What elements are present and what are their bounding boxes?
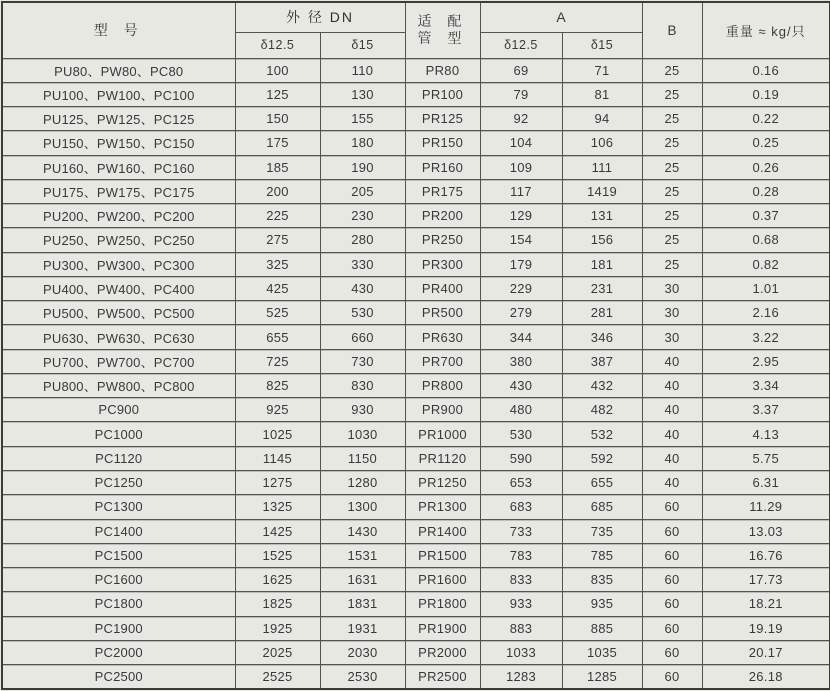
cell-model: PU700、PW700、PC700 bbox=[2, 349, 235, 373]
cell-b: 60 bbox=[642, 568, 702, 592]
cell-a-d125: 430 bbox=[480, 373, 562, 397]
cell-a-d15: 785 bbox=[562, 543, 642, 567]
header-a: A bbox=[480, 2, 642, 32]
cell-dn-d125: 1325 bbox=[235, 495, 320, 519]
cell-a-d125: 79 bbox=[480, 82, 562, 106]
cell-weight: 4.13 bbox=[702, 422, 830, 446]
cell-dn-d125: 825 bbox=[235, 373, 320, 397]
cell-b: 30 bbox=[642, 301, 702, 325]
cell-b: 60 bbox=[642, 640, 702, 664]
cell-a-d15: 387 bbox=[562, 349, 642, 373]
cell-weight: 26.18 bbox=[702, 665, 830, 689]
cell-pipe-type: PR900 bbox=[405, 398, 480, 422]
header-dn-delta-15: δ15 bbox=[320, 32, 405, 58]
cell-b: 40 bbox=[642, 422, 702, 446]
cell-a-d15: 432 bbox=[562, 373, 642, 397]
cell-model: PU175、PW175、PC175 bbox=[2, 179, 235, 203]
cell-dn-d15: 660 bbox=[320, 325, 405, 349]
cell-model: PU250、PW250、PC250 bbox=[2, 228, 235, 252]
cell-a-d15: 835 bbox=[562, 568, 642, 592]
cell-a-d15: 81 bbox=[562, 82, 642, 106]
header-pipe-type-line1: 适 配 bbox=[417, 13, 468, 30]
cell-dn-d15: 110 bbox=[320, 58, 405, 82]
table-row bbox=[2, 422, 830, 446]
table-row bbox=[2, 446, 830, 470]
cell-dn-d125: 185 bbox=[235, 155, 320, 179]
cell-weight: 20.17 bbox=[702, 640, 830, 664]
cell-a-d125: 683 bbox=[480, 495, 562, 519]
cell-a-d125: 653 bbox=[480, 471, 562, 495]
cell-a-d15: 71 bbox=[562, 58, 642, 82]
cell-dn-d125: 2025 bbox=[235, 640, 320, 664]
table-row bbox=[2, 58, 830, 82]
table-row bbox=[2, 665, 830, 689]
cell-dn-d15: 1280 bbox=[320, 471, 405, 495]
cell-model: PC1000 bbox=[2, 422, 235, 446]
cell-dn-d15: 2030 bbox=[320, 640, 405, 664]
cell-a-d15: 482 bbox=[562, 398, 642, 422]
cell-dn-d15: 1300 bbox=[320, 495, 405, 519]
cell-b: 60 bbox=[642, 616, 702, 640]
cell-b: 40 bbox=[642, 446, 702, 470]
cell-dn-d15: 1531 bbox=[320, 543, 405, 567]
cell-dn-d125: 125 bbox=[235, 82, 320, 106]
cell-a-d15: 94 bbox=[562, 107, 642, 131]
cell-weight: 0.68 bbox=[702, 228, 830, 252]
cell-model: PC1900 bbox=[2, 616, 235, 640]
cell-dn-d125: 325 bbox=[235, 252, 320, 276]
cell-model: PC1800 bbox=[2, 592, 235, 616]
cell-dn-d125: 1025 bbox=[235, 422, 320, 446]
cell-weight: 0.19 bbox=[702, 82, 830, 106]
cell-a-d125: 1033 bbox=[480, 640, 562, 664]
cell-dn-d15: 2530 bbox=[320, 665, 405, 689]
cell-a-d15: 281 bbox=[562, 301, 642, 325]
cell-a-d15: 1419 bbox=[562, 179, 642, 203]
cell-weight: 0.26 bbox=[702, 155, 830, 179]
cell-weight: 19.19 bbox=[702, 616, 830, 640]
cell-dn-d15: 1831 bbox=[320, 592, 405, 616]
cell-weight: 0.25 bbox=[702, 131, 830, 155]
cell-model: PU80、PW80、PC80 bbox=[2, 58, 235, 82]
table-row bbox=[2, 349, 830, 373]
header-b: B bbox=[642, 2, 702, 58]
cell-weight: 1.01 bbox=[702, 276, 830, 300]
cell-pipe-type: PR100 bbox=[405, 82, 480, 106]
cell-dn-d125: 150 bbox=[235, 107, 320, 131]
cell-a-d125: 783 bbox=[480, 543, 562, 567]
cell-weight: 0.16 bbox=[702, 58, 830, 82]
cell-model: PC2000 bbox=[2, 640, 235, 664]
cell-dn-d125: 525 bbox=[235, 301, 320, 325]
cell-dn-d125: 1145 bbox=[235, 446, 320, 470]
cell-a-d125: 933 bbox=[480, 592, 562, 616]
cell-pipe-type: PR175 bbox=[405, 179, 480, 203]
cell-pipe-type: PR150 bbox=[405, 131, 480, 155]
cell-weight: 5.75 bbox=[702, 446, 830, 470]
cell-pipe-type: PR400 bbox=[405, 276, 480, 300]
cell-weight: 18.21 bbox=[702, 592, 830, 616]
cell-b: 25 bbox=[642, 204, 702, 228]
cell-a-d15: 532 bbox=[562, 422, 642, 446]
cell-weight: 0.82 bbox=[702, 252, 830, 276]
cell-a-d125: 69 bbox=[480, 58, 562, 82]
cell-dn-d15: 830 bbox=[320, 373, 405, 397]
cell-pipe-type: PR1900 bbox=[405, 616, 480, 640]
cell-a-d125: 1283 bbox=[480, 665, 562, 689]
cell-dn-d15: 1030 bbox=[320, 422, 405, 446]
cell-a-d15: 131 bbox=[562, 204, 642, 228]
cell-model: PC1400 bbox=[2, 519, 235, 543]
cell-a-d125: 480 bbox=[480, 398, 562, 422]
cell-b: 25 bbox=[642, 107, 702, 131]
table-row bbox=[2, 276, 830, 300]
cell-dn-d125: 925 bbox=[235, 398, 320, 422]
cell-weight: 3.22 bbox=[702, 325, 830, 349]
cell-model: PU400、PW400、PC400 bbox=[2, 276, 235, 300]
header-dn-delta-12-5: δ12.5 bbox=[235, 32, 320, 58]
cell-a-d125: 129 bbox=[480, 204, 562, 228]
cell-model: PC1120 bbox=[2, 446, 235, 470]
cell-b: 60 bbox=[642, 665, 702, 689]
cell-a-d15: 1285 bbox=[562, 665, 642, 689]
cell-a-d125: 380 bbox=[480, 349, 562, 373]
cell-model: PC1600 bbox=[2, 568, 235, 592]
cell-a-d125: 279 bbox=[480, 301, 562, 325]
cell-dn-d15: 205 bbox=[320, 179, 405, 203]
table-row bbox=[2, 373, 830, 397]
cell-b: 25 bbox=[642, 82, 702, 106]
cell-b: 60 bbox=[642, 592, 702, 616]
header-outer-diameter-dn: 外 径 DN bbox=[235, 2, 405, 32]
table-row bbox=[2, 616, 830, 640]
cell-b: 40 bbox=[642, 349, 702, 373]
cell-weight: 2.16 bbox=[702, 301, 830, 325]
table-row bbox=[2, 398, 830, 422]
cell-model: PC1300 bbox=[2, 495, 235, 519]
cell-pipe-type: PR630 bbox=[405, 325, 480, 349]
cell-model: PU500、PW500、PC500 bbox=[2, 301, 235, 325]
table-row bbox=[2, 640, 830, 664]
table-row bbox=[2, 495, 830, 519]
cell-weight: 0.28 bbox=[702, 179, 830, 203]
cell-b: 60 bbox=[642, 543, 702, 567]
table-row bbox=[2, 471, 830, 495]
cell-b: 30 bbox=[642, 325, 702, 349]
cell-a-d15: 181 bbox=[562, 252, 642, 276]
cell-pipe-type: PR1250 bbox=[405, 471, 480, 495]
cell-weight: 3.37 bbox=[702, 398, 830, 422]
cell-a-d125: 104 bbox=[480, 131, 562, 155]
cell-dn-d125: 200 bbox=[235, 179, 320, 203]
table-row bbox=[2, 107, 830, 131]
cell-weight: 3.34 bbox=[702, 373, 830, 397]
cell-weight: 13.03 bbox=[702, 519, 830, 543]
cell-a-d125: 590 bbox=[480, 446, 562, 470]
header-a-delta-12-5: δ12.5 bbox=[480, 32, 562, 58]
cell-dn-d15: 155 bbox=[320, 107, 405, 131]
cell-dn-d15: 1430 bbox=[320, 519, 405, 543]
cell-b: 25 bbox=[642, 252, 702, 276]
cell-pipe-type: PR80 bbox=[405, 58, 480, 82]
cell-weight: 17.73 bbox=[702, 568, 830, 592]
cell-b: 40 bbox=[642, 373, 702, 397]
cell-dn-d15: 1631 bbox=[320, 568, 405, 592]
table-row bbox=[2, 82, 830, 106]
cell-a-d125: 733 bbox=[480, 519, 562, 543]
cell-model: PC1250 bbox=[2, 471, 235, 495]
table-row bbox=[2, 543, 830, 567]
table-row bbox=[2, 301, 830, 325]
cell-a-d125: 179 bbox=[480, 252, 562, 276]
cell-pipe-type: PR1600 bbox=[405, 568, 480, 592]
cell-a-d125: 833 bbox=[480, 568, 562, 592]
cell-dn-d15: 190 bbox=[320, 155, 405, 179]
cell-weight: 0.37 bbox=[702, 204, 830, 228]
cell-a-d125: 117 bbox=[480, 179, 562, 203]
cell-b: 60 bbox=[642, 495, 702, 519]
scanned-document-page bbox=[0, 1, 830, 691]
cell-dn-d15: 530 bbox=[320, 301, 405, 325]
cell-dn-d125: 1425 bbox=[235, 519, 320, 543]
cell-dn-d15: 330 bbox=[320, 252, 405, 276]
table-header bbox=[2, 2, 830, 58]
cell-model: PU630、PW630、PC630 bbox=[2, 325, 235, 349]
cell-dn-d15: 430 bbox=[320, 276, 405, 300]
cell-a-d125: 92 bbox=[480, 107, 562, 131]
cell-b: 25 bbox=[642, 155, 702, 179]
cell-b: 40 bbox=[642, 398, 702, 422]
cell-pipe-type: PR2500 bbox=[405, 665, 480, 689]
cell-dn-d125: 2525 bbox=[235, 665, 320, 689]
cell-a-d15: 885 bbox=[562, 616, 642, 640]
cell-model: PC900 bbox=[2, 398, 235, 422]
cell-dn-d125: 425 bbox=[235, 276, 320, 300]
cell-dn-d15: 280 bbox=[320, 228, 405, 252]
cell-a-d15: 1035 bbox=[562, 640, 642, 664]
cell-pipe-type: PR125 bbox=[405, 107, 480, 131]
cell-pipe-type: PR2000 bbox=[405, 640, 480, 664]
cell-pipe-type: PR200 bbox=[405, 204, 480, 228]
cell-a-d15: 346 bbox=[562, 325, 642, 349]
cell-dn-d15: 730 bbox=[320, 349, 405, 373]
table-row bbox=[2, 228, 830, 252]
cell-a-d15: 156 bbox=[562, 228, 642, 252]
cell-model: PU100、PW100、PC100 bbox=[2, 82, 235, 106]
cell-a-d125: 109 bbox=[480, 155, 562, 179]
cell-a-d125: 229 bbox=[480, 276, 562, 300]
cell-b: 25 bbox=[642, 131, 702, 155]
cell-dn-d15: 130 bbox=[320, 82, 405, 106]
cell-dn-d125: 1275 bbox=[235, 471, 320, 495]
cell-dn-d125: 1625 bbox=[235, 568, 320, 592]
table-row bbox=[2, 204, 830, 228]
cell-b: 25 bbox=[642, 179, 702, 203]
table-row bbox=[2, 325, 830, 349]
cell-pipe-type: PR300 bbox=[405, 252, 480, 276]
cell-dn-d15: 1150 bbox=[320, 446, 405, 470]
cell-pipe-type: PR800 bbox=[405, 373, 480, 397]
cell-weight: 11.29 bbox=[702, 495, 830, 519]
cell-a-d15: 592 bbox=[562, 446, 642, 470]
cell-weight: 2.95 bbox=[702, 349, 830, 373]
cell-model: PU125、PW125、PC125 bbox=[2, 107, 235, 131]
table-row bbox=[2, 155, 830, 179]
cell-b: 40 bbox=[642, 471, 702, 495]
cell-a-d15: 655 bbox=[562, 471, 642, 495]
cell-dn-d15: 1931 bbox=[320, 616, 405, 640]
table-row bbox=[2, 519, 830, 543]
cell-model: PU800、PW800、PC800 bbox=[2, 373, 235, 397]
cell-a-d125: 154 bbox=[480, 228, 562, 252]
cell-b: 25 bbox=[642, 58, 702, 82]
table-row bbox=[2, 179, 830, 203]
cell-weight: 16.76 bbox=[702, 543, 830, 567]
cell-a-d15: 935 bbox=[562, 592, 642, 616]
cell-dn-d125: 655 bbox=[235, 325, 320, 349]
cell-pipe-type: PR1400 bbox=[405, 519, 480, 543]
cell-dn-d125: 1525 bbox=[235, 543, 320, 567]
cell-model: PU150、PW150、PC150 bbox=[2, 131, 235, 155]
cell-a-d15: 106 bbox=[562, 131, 642, 155]
cell-pipe-type: PR1800 bbox=[405, 592, 480, 616]
cell-dn-d125: 1825 bbox=[235, 592, 320, 616]
cell-b: 30 bbox=[642, 276, 702, 300]
cell-pipe-type: PR250 bbox=[405, 228, 480, 252]
cell-dn-d125: 275 bbox=[235, 228, 320, 252]
cell-b: 25 bbox=[642, 228, 702, 252]
cell-a-d15: 111 bbox=[562, 155, 642, 179]
table-body bbox=[2, 58, 830, 689]
header-model: 型 号 bbox=[2, 2, 235, 58]
cell-dn-d125: 1925 bbox=[235, 616, 320, 640]
table-row bbox=[2, 592, 830, 616]
cell-pipe-type: PR160 bbox=[405, 155, 480, 179]
header-pipe-type-line2: 管 型 bbox=[417, 30, 468, 47]
cell-dn-d125: 100 bbox=[235, 58, 320, 82]
cell-a-d15: 685 bbox=[562, 495, 642, 519]
cell-a-d125: 344 bbox=[480, 325, 562, 349]
cell-pipe-type: PR1300 bbox=[405, 495, 480, 519]
cell-b: 60 bbox=[642, 519, 702, 543]
table-row bbox=[2, 252, 830, 276]
cell-dn-d15: 930 bbox=[320, 398, 405, 422]
cell-a-d15: 231 bbox=[562, 276, 642, 300]
pipe-fitting-spec-table bbox=[1, 1, 830, 690]
header-row-top bbox=[2, 2, 830, 32]
cell-pipe-type: PR700 bbox=[405, 349, 480, 373]
cell-pipe-type: PR500 bbox=[405, 301, 480, 325]
header-weight: 重量 ≈ kg/只 bbox=[702, 2, 830, 58]
cell-model: PU160、PW160、PC160 bbox=[2, 155, 235, 179]
cell-a-d125: 883 bbox=[480, 616, 562, 640]
cell-model: PU300、PW300、PC300 bbox=[2, 252, 235, 276]
cell-pipe-type: PR1120 bbox=[405, 446, 480, 470]
cell-dn-d15: 180 bbox=[320, 131, 405, 155]
cell-model: PU200、PW200、PC200 bbox=[2, 204, 235, 228]
table-row bbox=[2, 131, 830, 155]
cell-dn-d15: 230 bbox=[320, 204, 405, 228]
cell-pipe-type: PR1500 bbox=[405, 543, 480, 567]
cell-weight: 6.31 bbox=[702, 471, 830, 495]
table-row bbox=[2, 568, 830, 592]
cell-dn-d125: 725 bbox=[235, 349, 320, 373]
header-pipe-type bbox=[405, 2, 480, 58]
cell-a-d15: 735 bbox=[562, 519, 642, 543]
cell-dn-d125: 175 bbox=[235, 131, 320, 155]
cell-a-d125: 530 bbox=[480, 422, 562, 446]
header-a-delta-15: δ15 bbox=[562, 32, 642, 58]
cell-model: PC2500 bbox=[2, 665, 235, 689]
cell-pipe-type: PR1000 bbox=[405, 422, 480, 446]
cell-weight: 0.22 bbox=[702, 107, 830, 131]
cell-model: PC1500 bbox=[2, 543, 235, 567]
cell-dn-d125: 225 bbox=[235, 204, 320, 228]
